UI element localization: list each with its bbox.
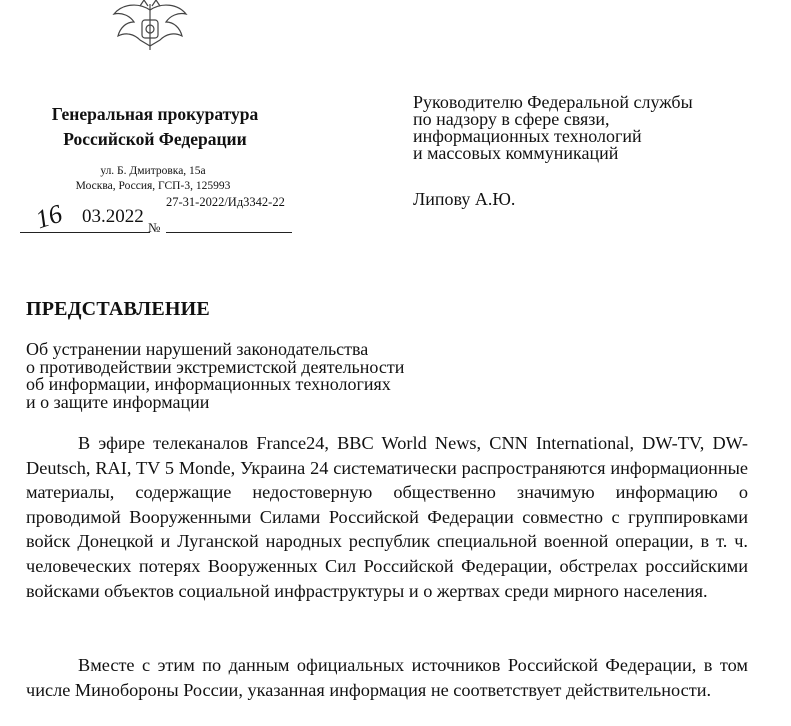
- document-date: 03.2022: [82, 206, 144, 227]
- subject-line2: о противодействии экстремистской деятельности: [26, 356, 405, 377]
- body-paragraph-2: Вместе с этим по данным официальных источников Российской Федерации, в том числе Минобороны России, указанная информация не соответствует действительности.: [26, 655, 748, 700]
- org-name-line2: Российской Федерации: [63, 129, 247, 149]
- coat-of-arms-emblem-icon: [108, 0, 192, 52]
- number-underline: [166, 232, 292, 233]
- org-name-line1: Генеральная прокуратура: [51, 104, 259, 124]
- issuer-address: [38, 164, 268, 194]
- number-label: №: [148, 220, 161, 235]
- issuer-organization: [20, 102, 290, 152]
- subject-line1: Об устранении нарушений законодательства: [26, 339, 369, 359]
- registration-number: 27-31-2022/Ид3342-22: [166, 195, 285, 209]
- address-line1: ул. Б. Дмитровка, 15а: [100, 165, 206, 177]
- recipient-line4: и массовых коммуникаций: [413, 143, 619, 163]
- recipient-block: [413, 94, 773, 162]
- recipient-line2: по надзору в сфере связи,: [413, 109, 610, 129]
- document-subject: [26, 341, 546, 411]
- handwritten-day: 16: [32, 198, 66, 235]
- subject-line3: об информации, информационных технологиях: [26, 374, 391, 394]
- body-paragraph-1: В эфире телеканалов France24, BBC World News, CNN International, DW-TV, DW-Deutsch, RAI, TV 5 Monde, Украина 24 систематически распространяются информационные материалы, содержащие недостоверную общественно значимую информацию о проводимой Вооруженными Силами Российской Федерации совместно с группировками войск Донецкой и Луганской народных республик специальной военной операции, в т. ч. человеческих потерях Вооруженных Сил Российской Федерации, обстрелах российскими войсками объектов социальной инфраструктуры и о жертвах среди мирного населения.: [26, 433, 748, 601]
- address-line2: Москва, Россия, ГСП-3, 125993: [75, 180, 231, 192]
- recipient-name: Липову А.Ю.: [413, 189, 516, 209]
- document-type-title: ПРЕДСТАВЛЕНИЕ: [26, 298, 210, 320]
- recipient-line3: информационных технологий: [413, 126, 642, 146]
- date-underline: [20, 232, 150, 233]
- subject-line4: и о защите информации: [26, 391, 210, 412]
- recipient-line1: Руководителю Федеральной службы: [413, 92, 693, 112]
